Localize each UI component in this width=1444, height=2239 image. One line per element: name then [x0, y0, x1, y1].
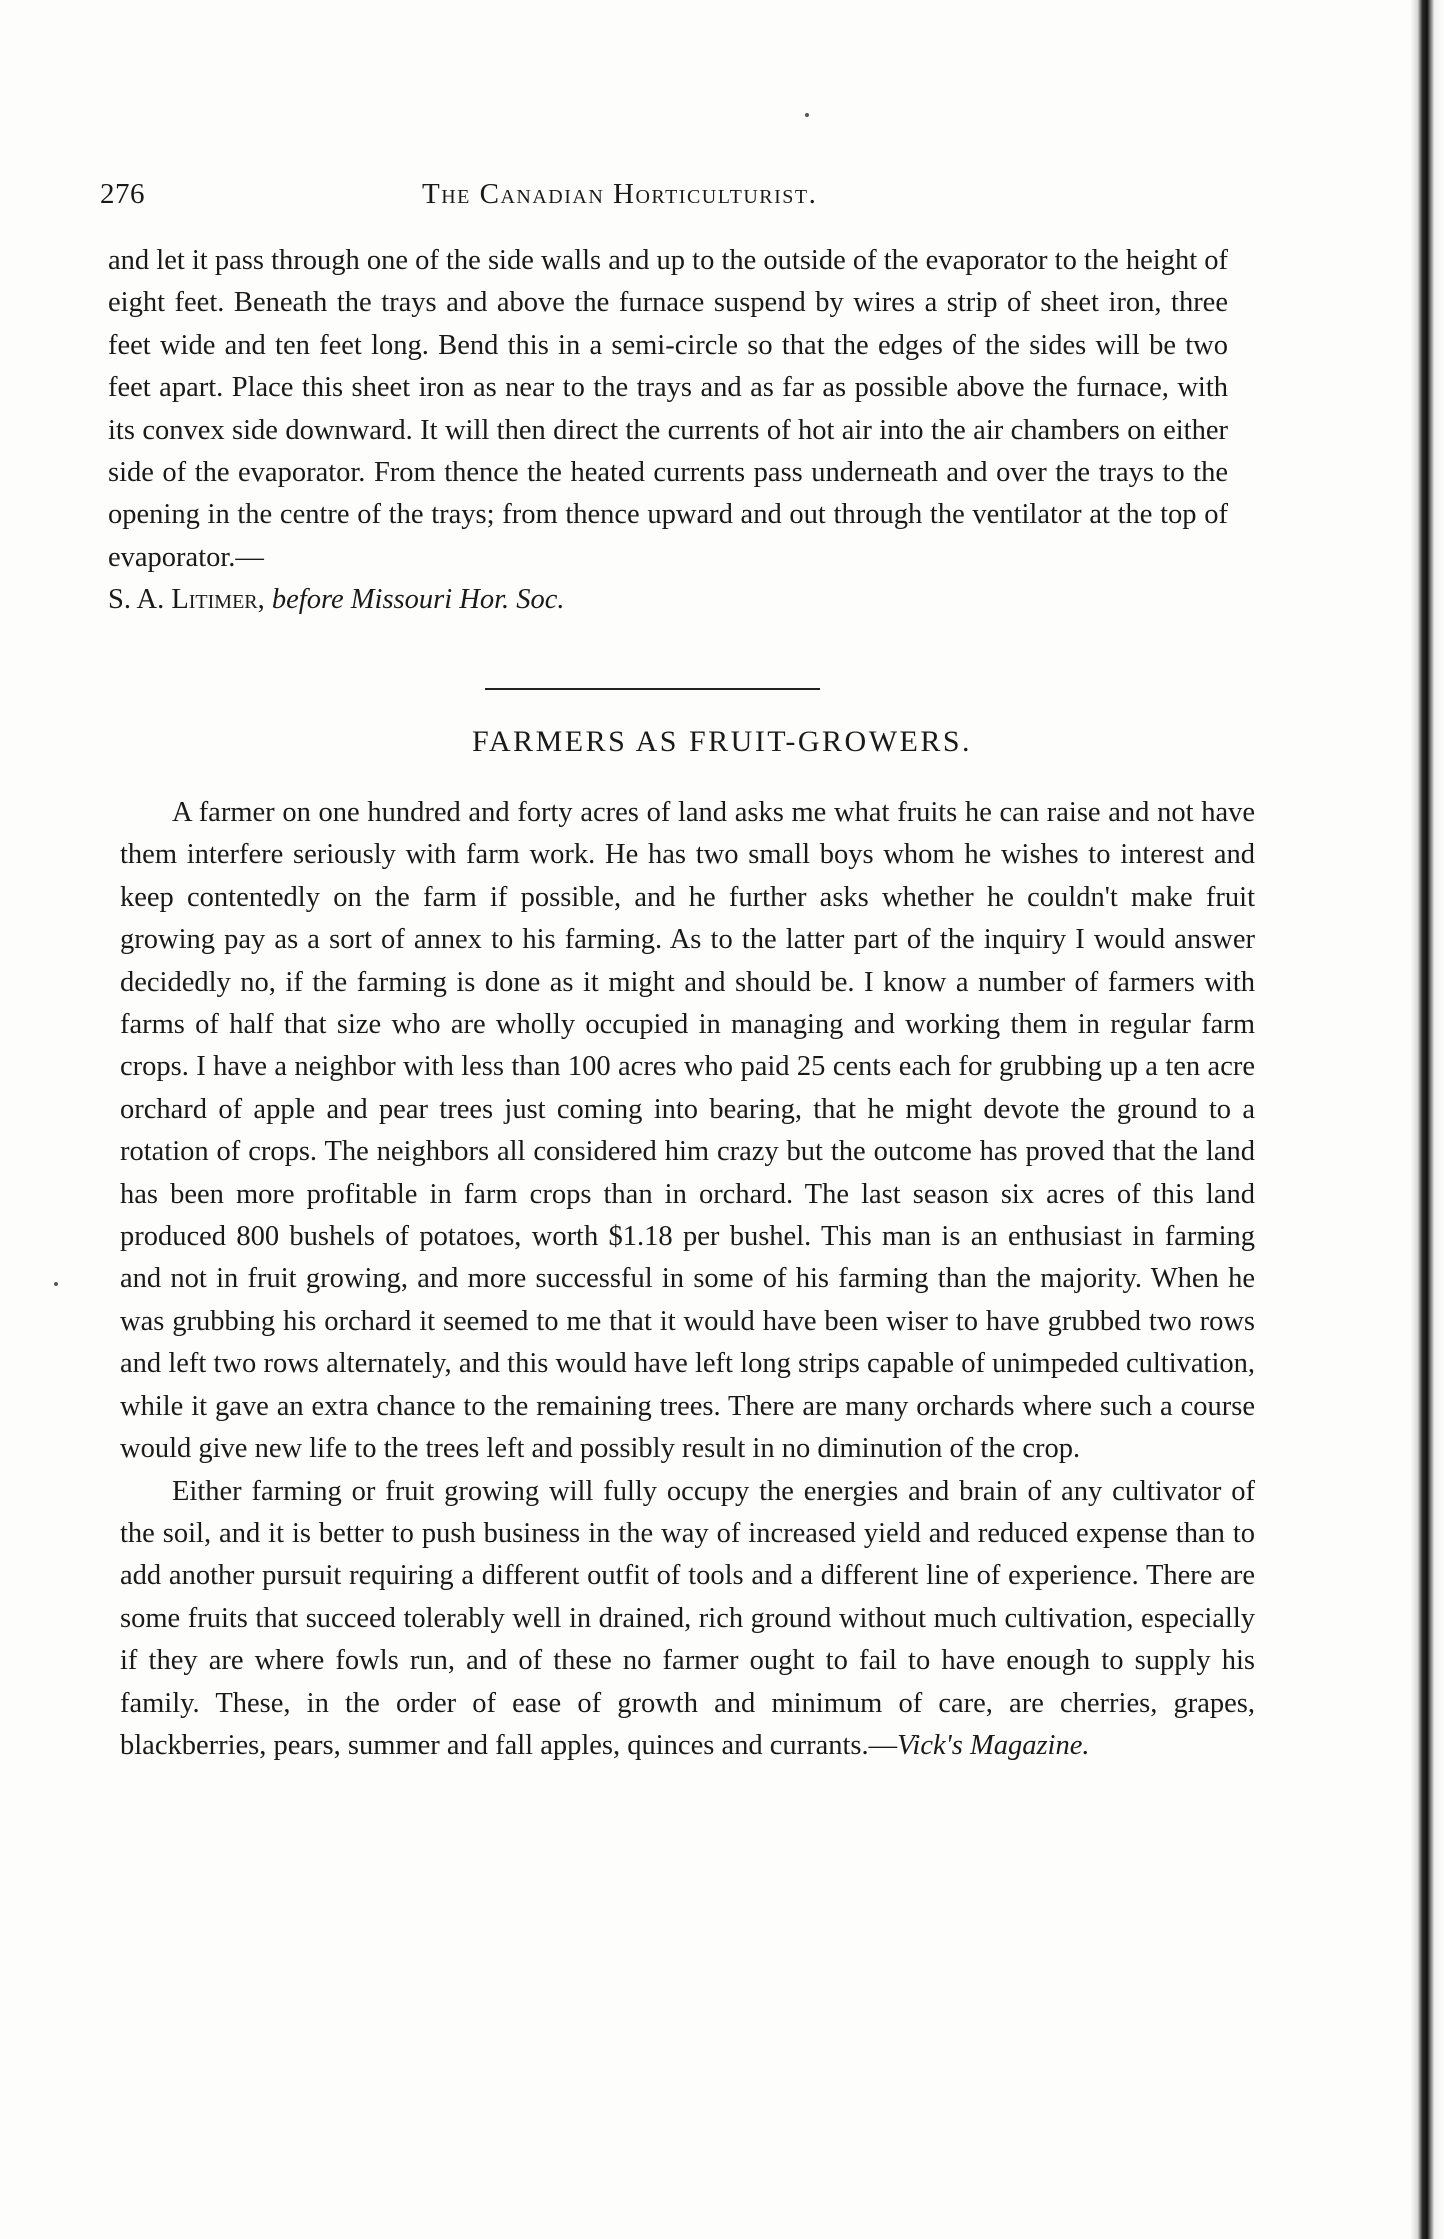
section-divider: [485, 688, 820, 690]
article-body: [120, 792, 1255, 1767]
journal-title: The Canadian Horticulturist.: [422, 178, 818, 210]
print-speck: [805, 113, 809, 117]
page-number: 276: [100, 178, 145, 210]
page-edge-shadow: [1396, 0, 1444, 2239]
article-source: Vick's Magazine.: [897, 1729, 1090, 1761]
citation-author: S. A. Litimer,: [108, 584, 265, 616]
citation-source: before Missouri Hor. Soc.: [271, 584, 565, 616]
article-title: FARMERS AS FRUIT-GROWERS.: [471, 725, 973, 758]
print-speck: [54, 1282, 58, 1286]
article-paragraph-2: [120, 1471, 1255, 1768]
paragraph-2-text: Either farming or fruit growing will fully occupy the energies and brain of any cultivator of the soil, and it is better to push business in the way of increased yield and reduced expense than to add another pursuit requiring a different outfit of tools and a different line of experience. There are some fruits that succeed tolerably well in drained, rich ground without much cultivation, especially if they are where fowls run, and of these no farmer ought to fail to have enough to supply his family. These, in the order of ease of growth and minimum of care, are cherries, grapes, blackberries, pears, summer and fall apples, quinces and currants.—: [120, 1475, 1255, 1761]
article-paragraph-1: A farmer on one hundred and forty acres of land asks me what fruits he can raise and not have them interfere seriously with farm work. He has two small boys whom he wishes to interest and keep contentedly on the farm if possible, and he further asks whether he couldn't make fruit growing pay as a sort of annex to his farming. As to the latter part of the inquiry I would answer decidedly no, if the farming is done as it might and should be. I know a number of farmers with farms of half that size who are wholly occupied in managing and working them in regular farm crops. I have a neighbor with less than 100 acres who paid 25 cents each for grubbing up a ten acre orchard of apple and pear trees just coming into bearing, that he might devote the ground to a rotation of crops. The neighbors all considered him crazy but the outcome has proved that the land has been more profitable in farm crops than in orchard. The last season six acres of this land produced 800 bushels of potatoes, worth $1.18 per bushel. This man is an enthusiast in farming and not in fruit growing, and more successful in some of his farming than the majority. When he was grubbing his orchard it seemed to me that it would have been wiser to have grubbed two rows and left two rows alternately, and this would have left long strips capable of unimpeded cultivation, while it gave an extra chance to the remaining trees. There are many orchards where such a course would give new life to the trees left and possibly result in no diminution of the crop.: [120, 797, 1255, 1465]
continued-text: and let it pass through one of the side walls and up to the outside of the evaporator to the height of eight feet. Beneath the trays and above the furnace suspend by wires a strip of sheet iron, three feet wide and ten feet long. Bend this in a semi-circle so that the edges of the sides will be two feet apart. Place this sheet iron as near to the trays and as far as possible above the furnace, with its convex side downward. It will then direct the currents of hot air into the air chambers on either side of the evaporator. From thence the heated currents pass underneath and over the trays to the opening in the centre of the trays; from thence upward and out through the ventilator at the top of evaporator.—: [108, 245, 1228, 573]
continued-paragraph: [108, 240, 1228, 622]
running-head: [100, 178, 1260, 218]
